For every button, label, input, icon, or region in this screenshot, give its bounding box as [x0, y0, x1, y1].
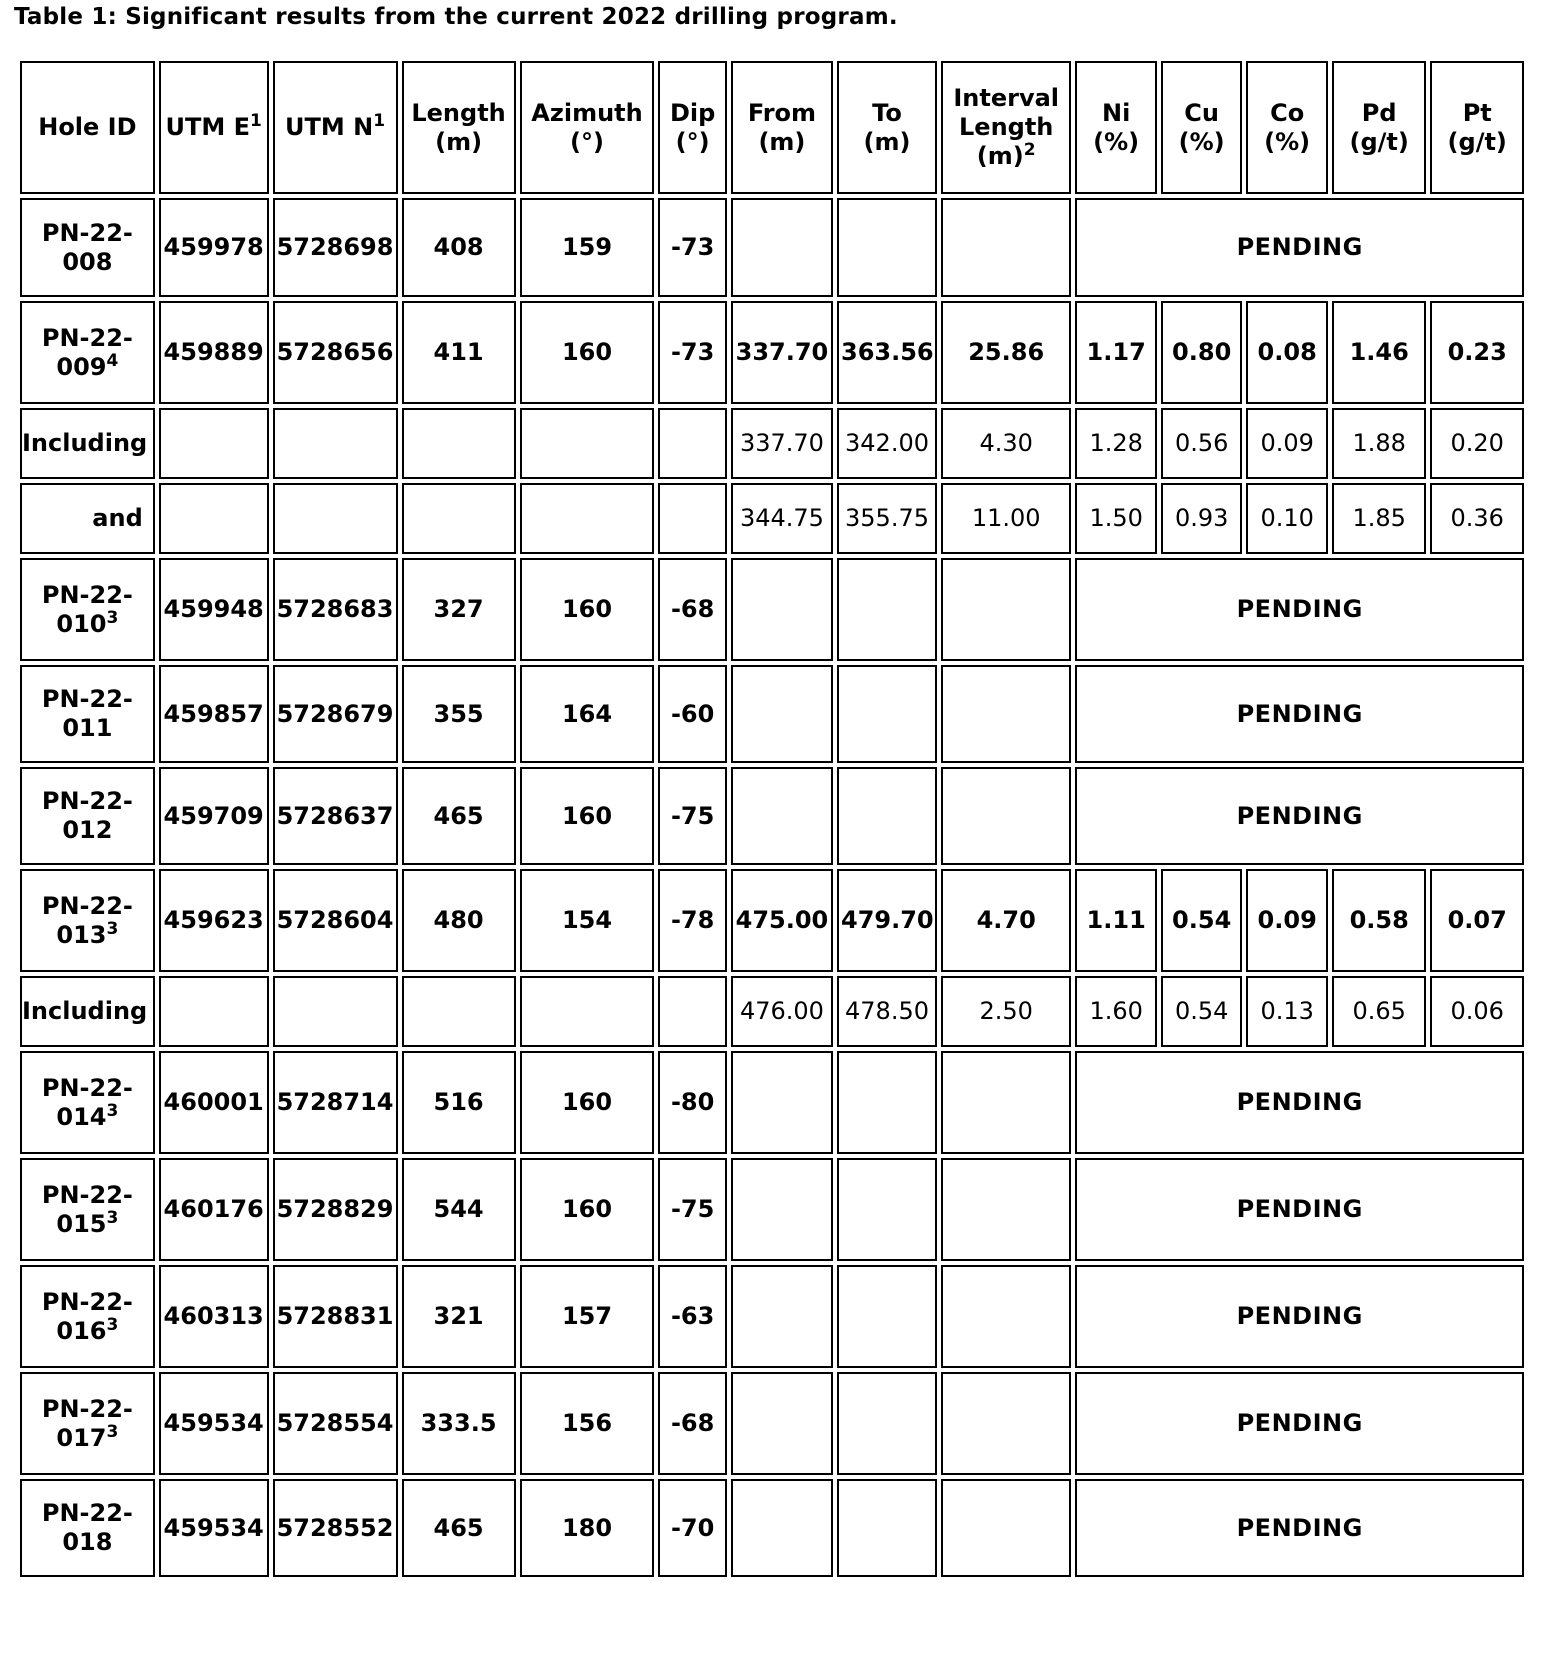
cell-pd: 1.88 [1332, 408, 1427, 479]
cell-azimuth [520, 483, 655, 554]
cell-interval-length: 11.00 [941, 483, 1071, 554]
cell-utm-e: 459889 [159, 301, 269, 404]
cell-interval-length [941, 558, 1071, 661]
cell-utm-e: 459857 [159, 665, 269, 763]
hole-row [20, 767, 1524, 865]
header-ni: Ni (%) [1075, 61, 1157, 194]
header-hole-id: Hole ID [20, 61, 155, 194]
cell-length [402, 408, 516, 479]
cell-from: 476.00 [731, 976, 833, 1047]
cell-ni: 1.11 [1075, 869, 1157, 972]
cell-utm-n: 5728679 [273, 665, 398, 763]
cell-to: 355.75 [837, 483, 937, 554]
hole-row [20, 1372, 1524, 1475]
cell-from: 475.00 [731, 869, 833, 972]
hole-row [20, 1265, 1524, 1368]
cell-length: 327 [402, 558, 516, 661]
cell-dip: -60 [658, 665, 726, 763]
cell-utm-n: 5728698 [273, 198, 398, 297]
header-pd: Pd (g/t) [1332, 61, 1427, 194]
header-from: From (m) [731, 61, 833, 194]
cell-pd: 0.58 [1332, 869, 1427, 972]
cell-hole-id: PN-22- $009^4$ [20, 301, 155, 404]
cell-from [731, 665, 833, 763]
header-to: To (m) [837, 61, 937, 194]
cell-to [837, 1372, 937, 1475]
cell-from [731, 1372, 833, 1475]
cell-dip: -70 [658, 1479, 726, 1577]
cell-azimuth: 159 [520, 198, 655, 297]
cell-utm-e [159, 408, 269, 479]
cell-from [731, 198, 833, 297]
cell-hole-id: PN-22- $015^3$ [20, 1158, 155, 1261]
cell-azimuth: 164 [520, 665, 655, 763]
cell-pd: 0.65 [1332, 976, 1427, 1047]
pending-status: PENDING [1075, 1265, 1524, 1368]
cell-azimuth [520, 976, 655, 1047]
cell-interval-length [941, 1051, 1071, 1154]
cell-to [837, 558, 937, 661]
cell-pt: 0.06 [1430, 976, 1524, 1047]
cell-to: 479.70 [837, 869, 937, 972]
cell-interval-length [941, 1158, 1071, 1261]
cell-to: 478.50 [837, 976, 937, 1047]
table-title: Table 1: Significant results from the current 2022 drilling program. [14, 4, 898, 30]
cell-cu: 0.80 [1161, 301, 1243, 404]
header-cu: Cu (%) [1161, 61, 1243, 194]
cell-utm-e [159, 976, 269, 1047]
pending-status: PENDING [1075, 558, 1524, 661]
sub-interval-row [20, 483, 1524, 554]
cell-to: 342.00 [837, 408, 937, 479]
cell-interval-length: 2.50 [941, 976, 1071, 1047]
cell-dip: -63 [658, 1265, 726, 1368]
cell-to: 363.56 [837, 301, 937, 404]
cell-hole-id: PN-22- 011 [20, 665, 155, 763]
cell-azimuth: 156 [520, 1372, 655, 1475]
cell-dip: -80 [658, 1051, 726, 1154]
cell-utm-e: 459534 [159, 1479, 269, 1577]
cell-from: 337.70 [731, 408, 833, 479]
cell-azimuth: 154 [520, 869, 655, 972]
interval-label: Including [20, 976, 155, 1047]
cell-cu: 0.93 [1161, 483, 1243, 554]
pending-status: PENDING [1075, 1479, 1524, 1577]
cell-length: 480 [402, 869, 516, 972]
cell-length: 516 [402, 1051, 516, 1154]
cell-from [731, 1158, 833, 1261]
cell-pt: 0.07 [1430, 869, 1524, 972]
cell-from [731, 1265, 833, 1368]
cell-interval-length [941, 665, 1071, 763]
cell-utm-n: 5728831 [273, 1265, 398, 1368]
cell-utm-n [273, 483, 398, 554]
pending-status: PENDING [1075, 1158, 1524, 1261]
pending-status: PENDING [1075, 1372, 1524, 1475]
cell-azimuth [520, 408, 655, 479]
cell-from [731, 1051, 833, 1154]
cell-hole-id: PN-22- $010^3$ [20, 558, 155, 661]
cell-utm-n: 5728637 [273, 767, 398, 865]
hole-row [20, 198, 1524, 297]
cell-utm-n [273, 408, 398, 479]
cell-ni: 1.28 [1075, 408, 1157, 479]
cell-interval-length [941, 767, 1071, 865]
cell-utm-e: 459623 [159, 869, 269, 972]
cell-ni: 1.60 [1075, 976, 1157, 1047]
cell-interval-length [941, 1265, 1071, 1368]
drilling-results-table [16, 57, 1528, 1581]
cell-utm-n: 5728604 [273, 869, 398, 972]
cell-pt: 0.23 [1430, 301, 1524, 404]
cell-from: 337.70 [731, 301, 833, 404]
cell-length: 465 [402, 767, 516, 865]
cell-azimuth: 160 [520, 1158, 655, 1261]
cell-from [731, 767, 833, 865]
cell-from [731, 558, 833, 661]
interval-label: and [20, 483, 155, 554]
cell-length: 408 [402, 198, 516, 297]
cell-co: 0.13 [1246, 976, 1328, 1047]
cell-dip: -68 [658, 1372, 726, 1475]
hole-row [20, 1051, 1524, 1154]
hole-row [20, 1158, 1524, 1261]
cell-interval-length [941, 1372, 1071, 1475]
cell-dip: -73 [658, 198, 726, 297]
cell-dip [658, 408, 726, 479]
cell-azimuth: 160 [520, 301, 655, 404]
cell-length: 355 [402, 665, 516, 763]
cell-dip [658, 483, 726, 554]
cell-utm-n: 5728829 [273, 1158, 398, 1261]
cell-pd: 1.85 [1332, 483, 1427, 554]
cell-length: 465 [402, 1479, 516, 1577]
cell-hole-id: PN-22- $014^3$ [20, 1051, 155, 1154]
hole-row [20, 301, 1524, 404]
cell-utm-n [273, 976, 398, 1047]
cell-utm-e [159, 483, 269, 554]
header-interval-length: Interval Length $(m)^2$ [941, 61, 1071, 194]
cell-pt: 0.20 [1430, 408, 1524, 479]
cell-to [837, 1265, 937, 1368]
cell-co: 0.09 [1246, 408, 1328, 479]
cell-length: 411 [402, 301, 516, 404]
header-co: Co (%) [1246, 61, 1328, 194]
cell-azimuth: 180 [520, 1479, 655, 1577]
cell-hole-id: PN-22- $013^3$ [20, 869, 155, 972]
pending-status: PENDING [1075, 767, 1524, 865]
hole-row [20, 665, 1524, 763]
sub-interval-row [20, 408, 1524, 479]
cell-utm-e: 459948 [159, 558, 269, 661]
cell-hole-id: PN-22- 018 [20, 1479, 155, 1577]
hole-row [20, 558, 1524, 661]
cell-length: 544 [402, 1158, 516, 1261]
cell-to [837, 767, 937, 865]
pending-status: PENDING [1075, 665, 1524, 763]
cell-pt: 0.36 [1430, 483, 1524, 554]
cell-length: 321 [402, 1265, 516, 1368]
cell-utm-e: 460313 [159, 1265, 269, 1368]
header-dip: Dip (°) [658, 61, 726, 194]
cell-dip: -75 [658, 767, 726, 865]
cell-to [837, 1158, 937, 1261]
cell-cu: 0.54 [1161, 869, 1243, 972]
cell-hole-id: PN-22- $016^3$ [20, 1265, 155, 1368]
cell-dip: -73 [658, 301, 726, 404]
cell-dip: -78 [658, 869, 726, 972]
cell-from [731, 1479, 833, 1577]
cell-length: 333.5 [402, 1372, 516, 1475]
cell-interval-length: 25.86 [941, 301, 1071, 404]
cell-cu: 0.56 [1161, 408, 1243, 479]
cell-utm-e: 459978 [159, 198, 269, 297]
header-utm-e: UTM $E^1$ [159, 61, 269, 194]
cell-length [402, 976, 516, 1047]
cell-utm-e: 460176 [159, 1158, 269, 1261]
cell-azimuth: 157 [520, 1265, 655, 1368]
cell-interval-length [941, 198, 1071, 297]
cell-dip: -68 [658, 558, 726, 661]
pending-status: PENDING [1075, 1051, 1524, 1154]
cell-from: 344.75 [731, 483, 833, 554]
cell-interval-length [941, 1479, 1071, 1577]
cell-dip [658, 976, 726, 1047]
cell-co: 0.09 [1246, 869, 1328, 972]
cell-azimuth: 160 [520, 1051, 655, 1154]
cell-to [837, 665, 937, 763]
cell-hole-id: PN-22- 012 [20, 767, 155, 865]
cell-co: 0.08 [1246, 301, 1328, 404]
header-row [20, 61, 1524, 194]
header-length: Length (m) [402, 61, 516, 194]
cell-utm-e: 460001 [159, 1051, 269, 1154]
cell-length [402, 483, 516, 554]
header-utm-n: UTM $N^1$ [273, 61, 398, 194]
header-azimuth: Azimuth (°) [520, 61, 655, 194]
cell-interval-length: 4.70 [941, 869, 1071, 972]
cell-utm-e: 459709 [159, 767, 269, 865]
cell-hole-id: PN-22- $017^3$ [20, 1372, 155, 1475]
cell-azimuth: 160 [520, 767, 655, 865]
cell-hole-id: PN-22- 008 [20, 198, 155, 297]
interval-label: Including [20, 408, 155, 479]
cell-cu: 0.54 [1161, 976, 1243, 1047]
cell-utm-n: 5728656 [273, 301, 398, 404]
cell-to [837, 1051, 937, 1154]
cell-co: 0.10 [1246, 483, 1328, 554]
pending-status: PENDING [1075, 198, 1524, 297]
cell-to [837, 1479, 937, 1577]
cell-dip: -75 [658, 1158, 726, 1261]
cell-azimuth: 160 [520, 558, 655, 661]
cell-utm-e: 459534 [159, 1372, 269, 1475]
cell-ni: 1.17 [1075, 301, 1157, 404]
cell-interval-length: 4.30 [941, 408, 1071, 479]
header-pt: Pt (g/t) [1430, 61, 1524, 194]
cell-pd: 1.46 [1332, 301, 1427, 404]
sub-interval-row [20, 976, 1524, 1047]
hole-row [20, 1479, 1524, 1577]
cell-utm-n: 5728714 [273, 1051, 398, 1154]
cell-to [837, 198, 937, 297]
cell-utm-n: 5728552 [273, 1479, 398, 1577]
cell-utm-n: 5728683 [273, 558, 398, 661]
hole-row [20, 869, 1524, 972]
cell-utm-n: 5728554 [273, 1372, 398, 1475]
cell-ni: 1.50 [1075, 483, 1157, 554]
